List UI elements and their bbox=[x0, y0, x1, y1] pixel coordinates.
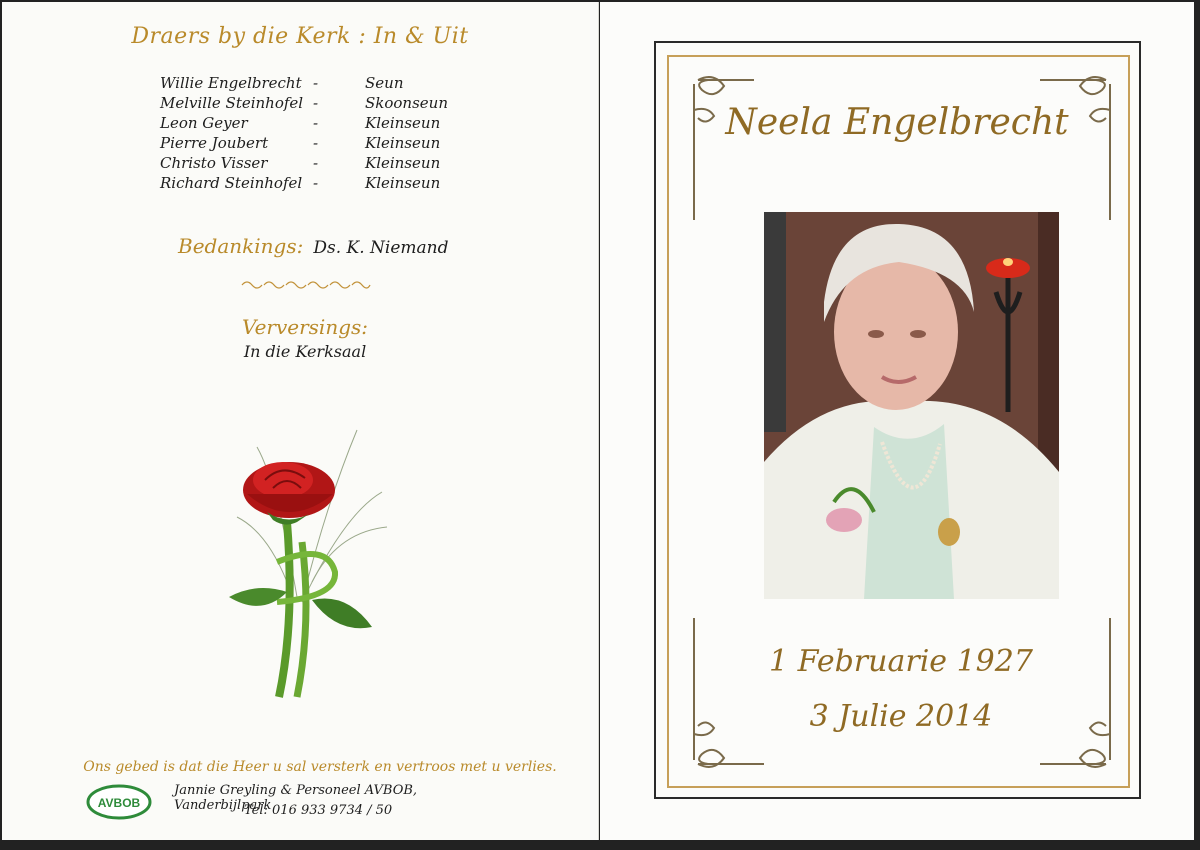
bearer-dash: - bbox=[313, 114, 319, 132]
corner-ornament-icon bbox=[684, 618, 764, 774]
birth-date: 1 Februarie 1927 bbox=[769, 644, 1033, 679]
refreshments-value: In die Kerksaal bbox=[243, 342, 367, 361]
phone-line: Tel: 016 933 9734 / 50 bbox=[244, 803, 393, 818]
bearer-row bbox=[160, 154, 485, 174]
bearer-relation: Kleinseun bbox=[365, 134, 441, 152]
left-page bbox=[2, 2, 599, 840]
thanks-label: Bedankings: bbox=[178, 234, 304, 258]
bearer-relation: Skoonseun bbox=[365, 94, 448, 112]
bearer-dash: - bbox=[313, 154, 319, 172]
portrait-photo bbox=[764, 212, 1059, 599]
bearer-relation: Seun bbox=[365, 74, 404, 92]
undertaker-line: Jannie Greyling & Personeel AVBOB, Vanderbijlpark bbox=[174, 783, 418, 813]
bearers-list bbox=[160, 74, 485, 194]
bearer-name: Melville Steinhofel bbox=[160, 94, 304, 112]
bearers-heading: Draers by die Kerk : In & Uit bbox=[131, 24, 469, 49]
bearer-dash: - bbox=[313, 74, 319, 92]
bearer-name: Leon Geyer bbox=[160, 114, 248, 132]
right-page bbox=[600, 2, 1194, 840]
bearer-relation: Kleinseun bbox=[365, 154, 441, 172]
prayer-text: Ons gebed is dat die Heer u sal versterk en vertroos met u verlies. bbox=[83, 759, 557, 775]
refreshments-label: Verversings: bbox=[241, 315, 369, 339]
bearer-relation: Kleinseun bbox=[365, 174, 441, 192]
bearer-name: Christo Visser bbox=[160, 154, 268, 172]
red-rose-icon bbox=[217, 422, 397, 707]
avbob-logo bbox=[86, 784, 152, 820]
bearer-row bbox=[160, 94, 485, 114]
corner-ornament-icon bbox=[684, 70, 754, 220]
bearer-dash: - bbox=[313, 174, 319, 192]
bearer-row bbox=[160, 74, 485, 94]
corner-ornament-icon bbox=[1040, 70, 1120, 220]
scroll-ornament-icon bbox=[240, 278, 372, 292]
bearer-row bbox=[160, 174, 485, 194]
logo-text: AVBOB bbox=[97, 796, 141, 810]
thanks-value: Ds. K. Niemand bbox=[313, 238, 449, 258]
bearer-dash: - bbox=[313, 94, 319, 112]
bearer-relation: Kleinseun bbox=[365, 114, 441, 132]
bearer-row bbox=[160, 134, 485, 154]
thanks-row bbox=[178, 234, 448, 258]
death-date: 3 Julie 2014 bbox=[809, 699, 993, 734]
bearer-dash: - bbox=[313, 134, 319, 152]
bearer-name: Richard Steinhofel bbox=[160, 174, 303, 192]
bearer-name: Willie Engelbrecht bbox=[160, 74, 302, 92]
deceased-name: Neela Engelbrecht bbox=[725, 102, 1069, 143]
bearer-row bbox=[160, 114, 485, 134]
bearer-name: Pierre Joubert bbox=[160, 134, 269, 152]
corner-ornament-icon bbox=[1040, 618, 1120, 774]
